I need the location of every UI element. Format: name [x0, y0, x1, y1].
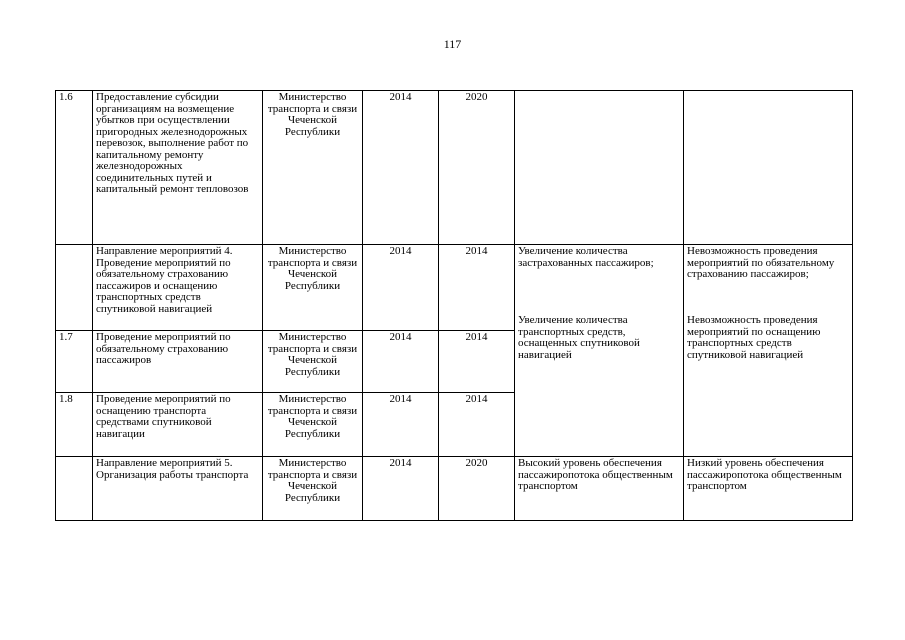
end-year: 2014 — [439, 245, 515, 331]
table-row — [56, 457, 853, 521]
page-number: 117 — [443, 37, 462, 51]
risk — [684, 91, 853, 245]
row-number — [56, 245, 93, 331]
start-year: 2014 — [363, 331, 439, 393]
executor: Министерство транспорта и связи Чеченской Республики — [263, 91, 363, 245]
executor: Министерство транспорта и связи Чеченской Республики — [263, 331, 363, 393]
activity-name: Направление мероприятий 5. Организация работы транспорта — [93, 457, 263, 521]
risk-insurance: Невозможность проведения мероприятий по обязательному страхованию пассажиров; — [687, 245, 835, 280]
risk — [684, 245, 853, 457]
executor: Министерство транспорта и связи Чеченской Республики — [263, 457, 363, 521]
end-year: 2020 — [439, 457, 515, 521]
start-year: 2014 — [363, 245, 439, 331]
end-year: 2014 — [439, 393, 515, 457]
program-activities-table — [55, 90, 853, 521]
row-number: 1.6 — [56, 91, 93, 245]
table-row — [56, 245, 853, 331]
row-number — [56, 457, 93, 521]
row-number: 1.7 — [56, 331, 93, 393]
end-year: 2020 — [439, 91, 515, 245]
end-year: 2014 — [439, 331, 515, 393]
table-row — [56, 91, 853, 245]
expected-result-insurance: Увеличение количества застрахованных пассажиров; — [518, 245, 654, 269]
row-number: 1.8 — [56, 393, 93, 457]
risk: Низкий уровень обеспечения пассажиропотока общественным транспортом — [684, 457, 853, 521]
expected-result — [515, 245, 684, 457]
expected-result — [515, 91, 684, 245]
activity-name: Направление мероприятий 4. Проведение мероприятий по обязательному страхованию пассажиров и оснащению транспортных средств спутниковой навигацией — [93, 245, 263, 331]
activity-name: Предоставление субсидии организациям на возмещение убытков при осуществлении пригородных железнодорожных перевозок, выполнение работ по капитальному ремонту железнодорожных соединительных путей и капитальный ремонт тепловозов — [93, 91, 263, 245]
start-year: 2014 — [363, 91, 439, 245]
start-year: 2014 — [363, 393, 439, 457]
activity-name: Проведение мероприятий по оснащению транспорта средствами спутниковой навигации — [93, 393, 263, 457]
risk-navigation: Невозможность проведения мероприятий по оснащению транспортных средств спутниковой навигацией — [687, 314, 821, 361]
start-year: 2014 — [363, 457, 439, 521]
activity-name: Проведение мероприятий по обязательному страхованию пассажиров — [93, 331, 263, 393]
executor: Министерство транспорта и связи Чеченской Республики — [263, 393, 363, 457]
expected-result: Высокий уровень обеспечения пассажиропотока общественным транспортом — [515, 457, 684, 521]
executor: Министерство транспорта и связи Чеченской Республики — [263, 245, 363, 331]
expected-result-navigation: Увеличение количества транспортных средств, оснащенных спутниковой навигацией — [518, 314, 640, 361]
